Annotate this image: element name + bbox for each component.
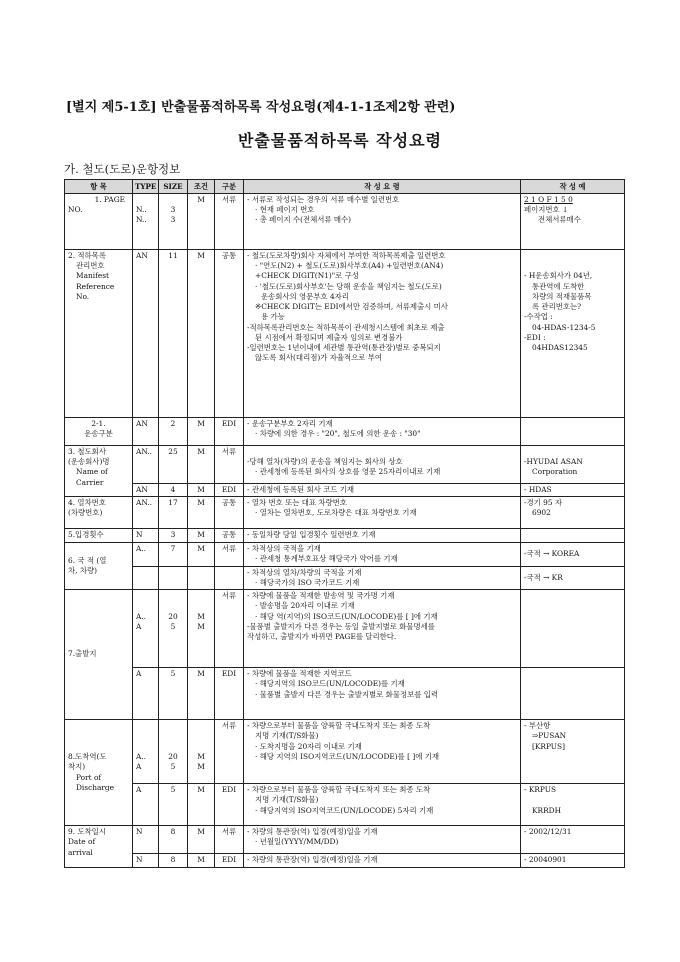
type-cell: N.. N.. [133,194,159,250]
instructions-cell: - 관세청에 등록된 회사 코드 기재 [244,484,521,497]
division-cell: 서류 [215,826,244,854]
item-cell: 5.입경횟수 [65,529,133,543]
condition-cell: M M [188,590,215,668]
condition-cell: M M [188,720,215,784]
type-cell: A.. [133,543,159,566]
col-header-instructions: 작 성 요 령 [244,180,521,194]
example-cell [521,418,625,446]
size-cell: 20 5 [159,720,188,784]
example-cell: - 20040901 [521,854,625,868]
division-cell: 서류 [215,194,244,250]
instructions-cell: - 열차 번호 또는 대표 차량번호 · 열차는 열차번호, 도로차량은 대표 차량번호 기재 [244,497,521,529]
condition-cell: M [188,497,215,529]
example-cell: -국적 → KR [521,566,625,589]
instructions-cell: - 차적상의 열차/차량의 국적을 기재 · 해당국가의 ISO 국가코드 기재 [244,566,521,589]
col-header-example: 작 성 예 [521,180,625,194]
table-row [65,854,625,868]
table-row [65,497,625,529]
table-row [65,668,625,720]
size-cell: 25 [159,446,188,484]
size-cell: 2 [159,418,188,446]
condition-cell: M [188,854,215,868]
example-cell [521,590,625,668]
type-cell: A [133,668,159,720]
type-cell: A.. A [133,720,159,784]
instructions-cell: - 차량의 통관장(역) 입경(예정)일을 기재 [244,854,521,868]
table-row [65,194,625,250]
type-cell: AN.. [133,446,159,484]
instructions-cell: - 차량에 물품을 적재한 발송역 및 국가명 기재 · 발송명을 20자리 이내로 기재 · 해당 역(지역)의 ISO코드(UN/LOCODE)를 [ ]에 기재 -물품별 출발지가 다른 경우는 동일 출발지별로 화물명세를 작성하고, 출발지가 바뀌면 PAGE를 달리한다. [244,590,521,668]
division-cell: 서류 [215,543,244,566]
condition-cell [188,566,215,589]
type-cell: AN [133,418,159,446]
table-row [65,543,625,566]
size-cell: 5 [159,784,188,826]
document-title: 반출물품적하목록 작성요령 [237,131,443,150]
instructions-cell: - 차량의 통관장(역) 입경(예정)일을 기재 · 년월일(YYYY/MM/DD) [244,826,521,854]
item-cell: 4. 열차번호 (차량번호) [65,497,133,529]
instructions-cell: - 운송구분부호 2자리 기재 · 차량에 의한 경우 : "20", 철도에 의한 운송 : "30" [244,418,521,446]
size-cell: 17 [159,497,188,529]
type-cell: N [133,854,159,868]
col-header-item: 항 목 [65,180,133,194]
example-cell: - 2002/12/31 [521,826,625,854]
type-cell: AN [133,484,159,497]
division-cell: 서류 [215,720,244,784]
table-row [65,446,625,484]
condition-cell: M [188,250,215,418]
division-cell: EDI [215,418,244,446]
item-cell: 6. 국 적 (열 차, 차량) [65,543,133,590]
type-cell: A [133,784,159,826]
size-cell: 8 [159,854,188,868]
col-header-condition: 조건 [188,180,215,194]
col-header-type: TYPE [133,180,159,194]
table-row [65,418,625,446]
example-cell: -HYUDAI ASAN Corporation [521,446,625,484]
division-cell: EDI [215,854,244,868]
table-row [65,529,625,543]
instructions-cell: - 동일차량 당일 입경횟수 일련번호 기재 [244,529,521,543]
type-cell: A.. A [133,590,159,668]
instructions-cell: - 차적상의 국적을 기재 · 관세청 통계부호표상 해당국가 약어를 기재 [244,543,521,566]
instructions-cell: - 서류로 작성되는 경우의 서류 매수별 일련번호 · 현재 페이지 번호 · 총 페이지 수(전체서류 매수) [244,194,521,250]
type-cell: N [133,529,159,543]
size-cell: 5 [159,668,188,720]
division-cell: EDI [215,784,244,826]
size-cell: 3 3 [159,194,188,250]
condition-cell: M [188,484,215,497]
type-cell [133,566,159,589]
condition-cell: M [188,194,215,250]
item-cell: 2-1. 운송구분 [65,418,133,446]
example-cell: -경기 95 자 6902 [521,497,625,529]
example-cell: - HDAS [521,484,625,497]
division-cell: 공통 [215,250,244,418]
example-cell: 2 1 O F 1 5 0 페이지번호 ↓ 전체서류매수 [521,194,625,250]
condition-cell: M [188,529,215,543]
condition-cell: M [188,826,215,854]
item-cell: 8.도착역(도 착지) Port of Discharge [65,720,133,826]
division-cell: 서류 [215,590,244,668]
size-cell [159,566,188,589]
table-row [65,826,625,854]
division-cell: 공통 [215,529,244,543]
item-cell: 2. 적하목록 관리번호 Manifest Reference No. [65,250,133,418]
manifest-guide-table [64,179,625,868]
instructions-cell: - 차량으로부터 물품을 양륙할 국내도착지 또는 최종 도착 지명 기재(T/S화물) · 해당지역의 ISO지역코드(UN/LOCODE) 5자리 기재 [244,784,521,826]
item-cell: 3. 철도회사 (운송회사)명 Name of Carrier [65,446,133,497]
item-cell: 9. 도착일시 Date of arrival [65,826,133,868]
table-row [65,566,625,589]
instructions-cell: - 차량에 물품을 적재한 지역코드 · 해당지역의 ISO코드(UN/LOCODE)를 기재 · 물품별 출발지 다른 경우는 출발지별로 화물정보를 입력 [244,668,521,720]
table-header-row [65,180,625,194]
table-row [65,484,625,497]
condition-cell: M [188,418,215,446]
form-header: [별지 제5-1호] 반출물품적하목록 작성요령(제4-1-1조제2항 관련) [66,100,456,115]
size-cell: 7 [159,543,188,566]
size-cell: 4 [159,484,188,497]
size-cell: 11 [159,250,188,418]
division-cell: EDI [215,668,244,720]
section-heading: 가. 철도(도로)운항정보 [64,162,181,176]
division-cell: EDI [215,484,244,497]
table-row [65,250,625,418]
division-cell: 서류 [215,446,244,484]
item-label: 1. PAGE [94,195,125,204]
item-label: NO. [68,205,83,215]
example-cell [521,529,625,543]
size-cell: 8 [159,826,188,854]
division-cell: 공통 [215,497,244,529]
table-row [65,784,625,826]
type-cell: N [133,826,159,854]
instructions-cell: - 차량으로부터 물품을 양륙할 국내도착지 또는 최종 도착 지명 기재(T/S화물) · 도착지명을 20자리 이내로 기재 · 해당 지역의 ISO지역코드(UN/LOCODE)를 [ ]에 기재 [244,720,521,784]
condition-cell: M [188,446,215,484]
size-cell: 20 5 [159,590,188,668]
col-header-size: SIZE [159,180,188,194]
instructions-cell: -당해 열차(차량)의 운송을 책임지는 회사의 상호 · 관세청에 등록된 회사의 상호를 영문 25자리이내로 기재 [244,446,521,484]
table-row [65,720,625,784]
size-cell: 3 [159,529,188,543]
condition-cell: M [188,668,215,720]
item-cell [65,194,133,250]
division-cell [215,566,244,589]
item-cell: 7.출발지 [65,590,133,720]
example-cell: - H운송회사가 04년, 통관역에 도착한 차량의 적재물품목 록 관리번호는? -수작업 : 04-HDAS-1234-5 -EDI : 04HDAS12345 [521,250,625,418]
condition-cell: M [188,784,215,826]
type-cell: AN [133,250,159,418]
example-cell: -국적 → KOREA [521,543,625,566]
condition-cell: M [188,543,215,566]
example-cell: - KRPUS KRRDH [521,784,625,826]
type-cell: AN.. [133,497,159,529]
instructions-cell: - 철도(도로차량)회사 자체에서 부여한 적하목록제출 일련번호 · "연도(N2) + 철도(도로)회사부호(A4) +일련번호(AN4) +CHECK DIGIT(N1)"로 구성 · '철도(도로)회사부호'는 당해 운송을 책임지는 철도(도로) 운송회사의 영문부호 4자리 ※CHECK DIGIT는 EDI에서만 검증하며, 서류제출시 미사 용 가능 -적하목록관리번호는 적하목록이 관세청시스템에 최초로 제출 된 시점에서 확정되며 제출자 임의로 변경불가 -일련번호는 1년이내에 세관별 통관역(통관장)별로 중복되지 않도록 회사(대리점)가 자율적으로 부여 [244,250,521,418]
example-cell: - 부산항 ⇒PUSAN [KRPUS] [521,720,625,784]
col-header-division: 구분 [215,180,244,194]
table-row [65,590,625,668]
example-cell [521,668,625,720]
